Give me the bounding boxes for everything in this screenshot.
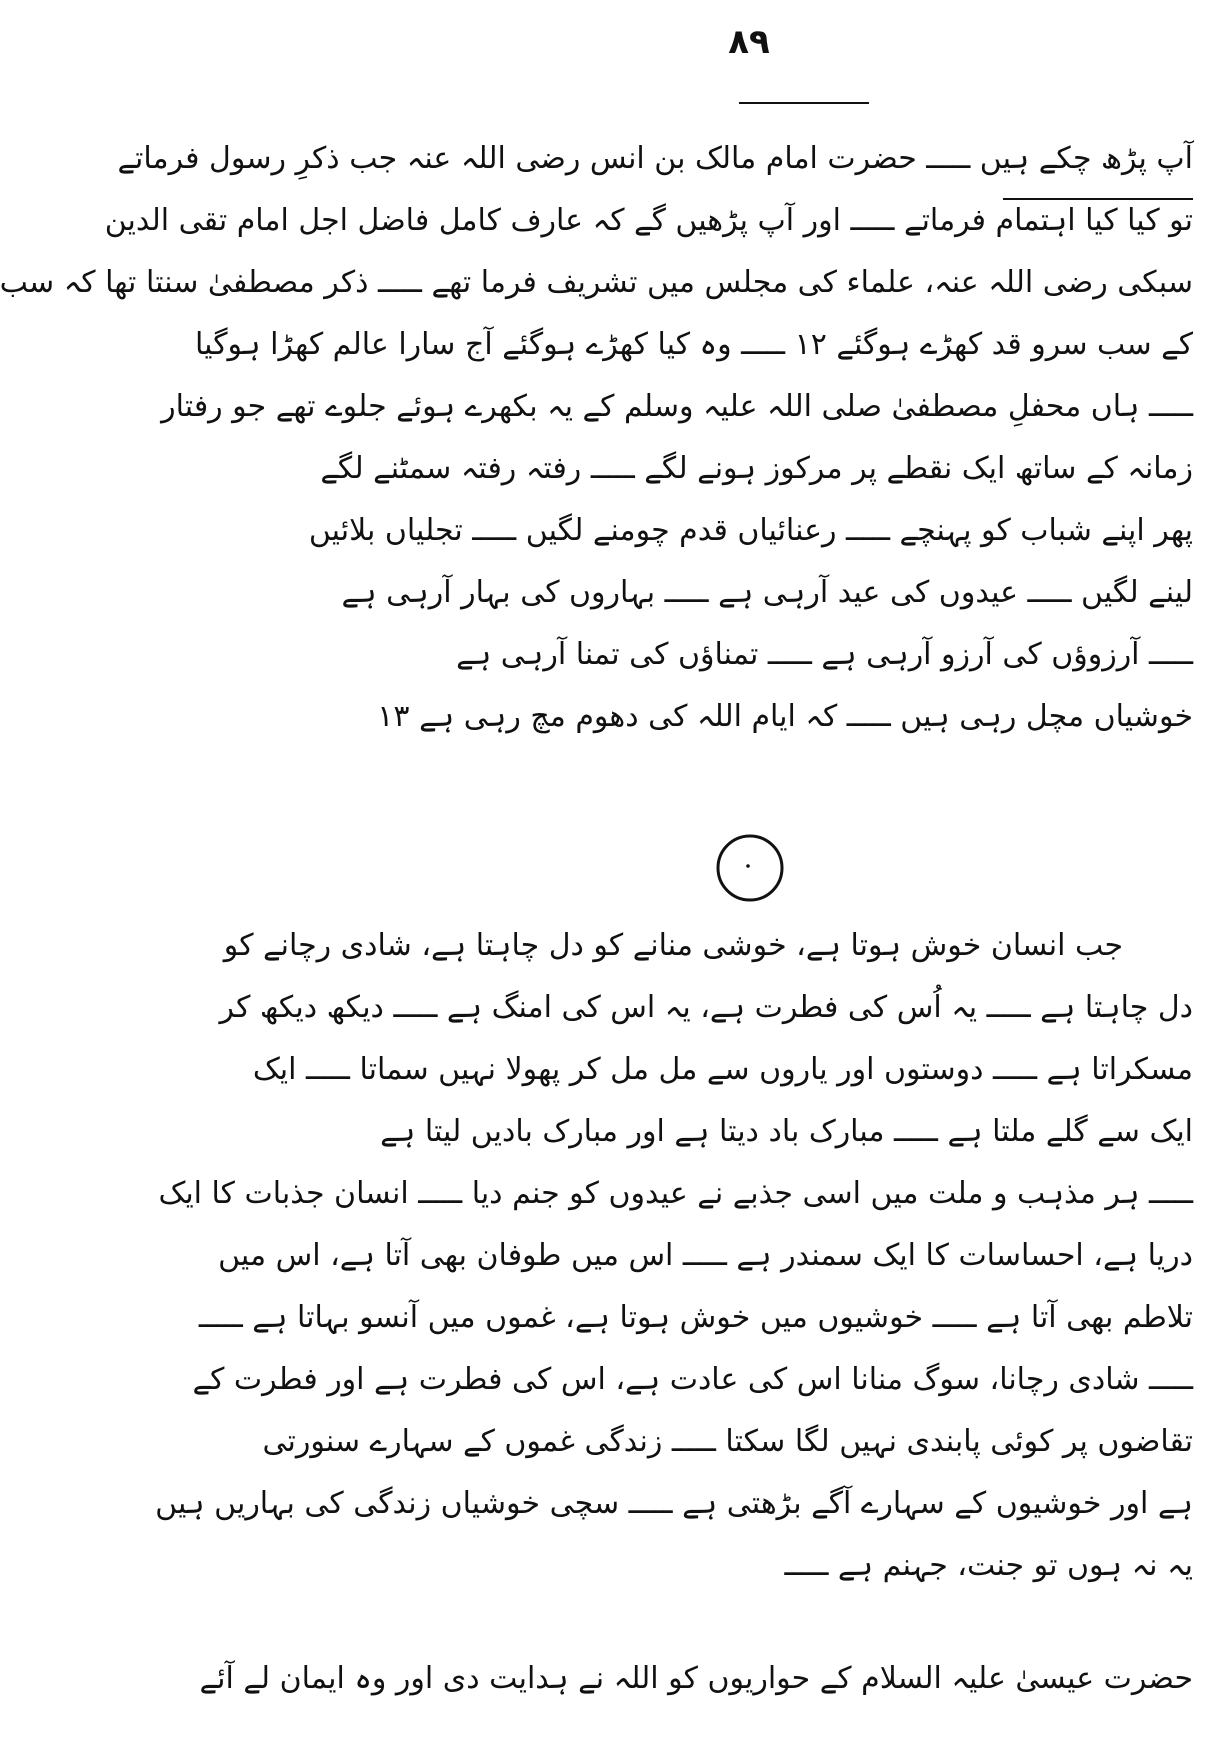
text-line: آپ پڑھ چکے ہیں ـــــ حضرت امام مالک بن انس رضی اللہ عنہ جب ذکرِ رسول فرماتے <box>117 141 1193 176</box>
text-line: لینے لگیں ـــــ عیدوں کی عید آرہی ہے ـــــ بہاروں کی بہار آرہی ہے <box>341 575 1193 610</box>
text-line: تلاطم بھی آتا ہے ـــــ خوشیوں میں خوش ہوتا ہے، غموں میں آنسو بہاتا ہے ـــــ <box>198 1300 1193 1335</box>
text-line: خوشیاں مچل رہی ہیں ـــــ کہ ایام اللہ کی دھوم مچ رہی ہے ۱۳ <box>377 699 1193 734</box>
text-line: جب انسان خوش ہوتا ہے، خوشی منانے کو دل چاہتا ہے، شادی رچانے کو <box>223 928 1123 963</box>
text-line: پھر اپنے شباب کو پہنچے ـــــ رعنائیاں قدم چومنے لگیں ـــــ تجلیاں بلائیں <box>308 513 1193 548</box>
text-line: تقاضوں پر کوئی پابندی نہیں لگا سکتا ـــــ زندگی غموں کے سہارے سنورتی <box>262 1424 1193 1459</box>
text-line: مسکراتا ہے ـــــ دوستوں اور یاروں سے مل مل کر پھولا نہیں سماتا ـــــ ایک <box>252 1052 1193 1087</box>
paragraph-one <box>0 128 1193 748</box>
text-line: سبکی رضی اللہ عنہ، علماء کی مجلس میں تشریف فرما تھے ـــــ ذکر مصطفیٰ سنتا تھا کہ سب <box>0 265 1193 300</box>
text-line: ـــــ ہر مذہب و ملت میں اسی جذبے نے عیدوں کو جنم دیا ـــــ انسان جذبات کا ایک <box>158 1176 1193 1211</box>
text-line: ایک سے گلے ملتا ہے ـــــ مبارک باد دیتا ہے اور مبارک بادیں لیتا ہے <box>380 1114 1193 1149</box>
paragraph-two <box>155 915 1193 1597</box>
text-line: دل چاہتا ہے ـــــ یہ اُس کی فطرت ہے، یہ اس کی امنگ ہے ـــــ دیکھ دیکھ کر <box>219 990 1193 1025</box>
text-line: حضرت عیسیٰ علیہ السلام کے حواریوں کو اللہ نے ہدایت دی اور وہ ایمان لے آئے <box>199 1661 1193 1696</box>
text-line: ہے اور خوشیوں کے سہارے آگے بڑھتی ہے ـــــ سچی خوشیاں زندگی کی بہاریں ہیں <box>155 1486 1193 1521</box>
text-line: ـــــ شادی رچانا، سوگ منانا اس کی عادت ہے، اس کی فطرت ہے اور فطرت کے <box>192 1362 1193 1397</box>
text-line: دریا ہے، احساسات کا ایک سمندر ہے ـــــ اس میں طوفان بھی آتا ہے، اس میں <box>218 1238 1193 1273</box>
text-line: زمانہ کے ساتھ ایک نقطے پر مرکوز ہونے لگے ـــــ رفتہ رفتہ سمٹنے لگے <box>320 451 1193 486</box>
text-line: یہ نہ ہوں تو جنت، جہنم ہے ـــــ <box>784 1548 1193 1583</box>
page-number: ۸۹ <box>728 22 770 62</box>
overline-mark <box>739 102 869 104</box>
text-line: کے سب سرو قد کھڑے ہوگئے ۱۲ ـــــ وہ کیا کھڑے ہوگئے آج سارا عالم کھڑا ہوگیا <box>195 327 1193 362</box>
circle-separator-icon <box>714 832 786 904</box>
text-line: ـــــ آرزوؤں کی آرزو آرہی ہے ـــــ تمناؤں کی تمنا آرہی ہے <box>456 637 1193 672</box>
text-line: ـــــ ہاں محفلِ مصطفیٰ صلی اللہ علیہ وسلم کے یہ بکھرے ہوئے جلوے تھے جو رفتار <box>161 389 1193 424</box>
text-line: تو کیا کیا اہتمام فرماتے ـــــ اور آپ پڑھیں گے کہ عارف کامل فاضل اجل امام تقی الدین <box>104 203 1193 238</box>
paragraph-three <box>199 1648 1193 1710</box>
